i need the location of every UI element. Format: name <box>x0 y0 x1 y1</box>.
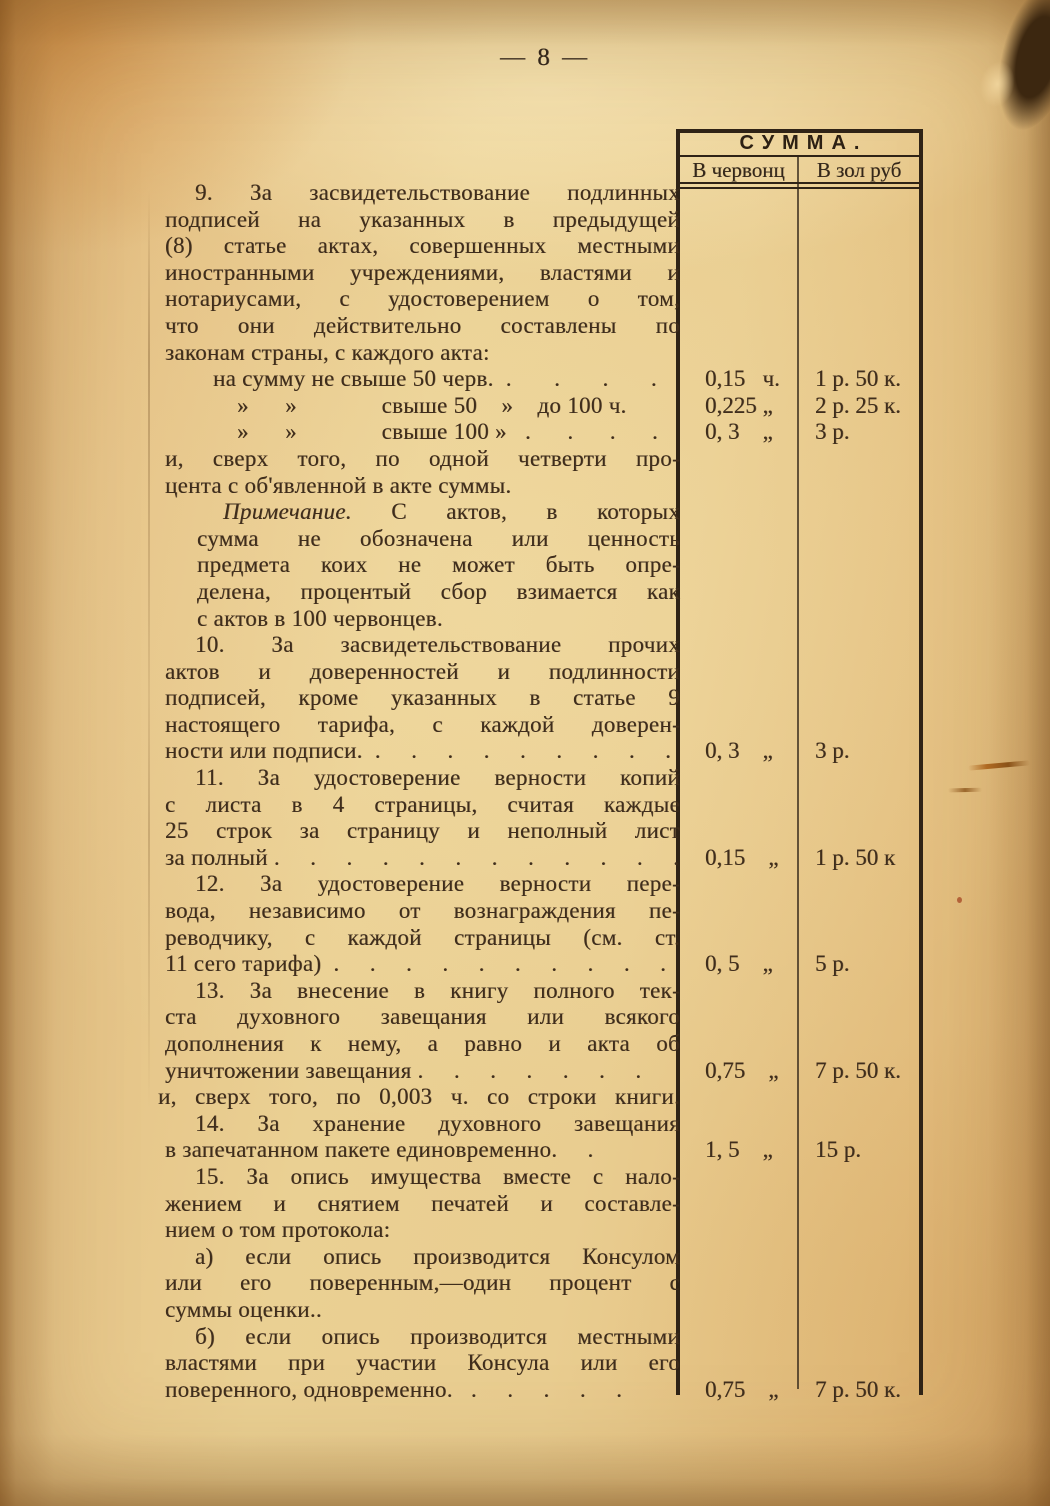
line-text: и, сверх того, по одной четверти про- <box>165 445 680 471</box>
line-text: в запечатанном пакете единовременно. . <box>165 1137 594 1163</box>
amount-gold-rubles: 2 р. 25 к. <box>815 392 901 418</box>
text-line <box>165 180 925 207</box>
text-line <box>165 1350 925 1377</box>
amount-chervontsy: 0,75 „ <box>705 1376 779 1402</box>
text-line <box>165 1004 925 1031</box>
line-text: » » свыше 50 » до 100 ч. <box>237 392 627 418</box>
text-line <box>165 712 925 739</box>
text-line <box>165 606 925 633</box>
text-line <box>165 898 925 925</box>
text-line <box>165 1244 925 1271</box>
text-line <box>165 1031 925 1058</box>
line-text: актов и доверенностей и подлинности <box>165 658 680 684</box>
line-text: 10. За засвидетельствование прочих <box>195 632 680 658</box>
text-line <box>165 978 925 1005</box>
text-line <box>165 1164 925 1191</box>
line-text: или его поверенным,—один процент с <box>165 1270 680 1296</box>
text-line <box>165 526 925 553</box>
text-line <box>165 366 925 393</box>
amount-gold-rubles: 1 р. 50 к <box>815 844 896 870</box>
paper-stain <box>957 897 962 903</box>
text-line <box>165 260 925 287</box>
line-text: Примечание. С актов, в которых <box>223 499 680 525</box>
line-text: ста духовного завещания или всякого <box>165 1004 680 1030</box>
note-label: Примечание. <box>223 499 352 525</box>
line-text: вода, независимо от вознаграждения пе- <box>165 898 680 924</box>
table-header-rule <box>680 155 919 157</box>
line-text: нием о том протокола: <box>165 1217 391 1243</box>
text-line <box>165 313 925 340</box>
text-line <box>165 871 925 898</box>
amount-chervontsy: 0,225 „ <box>705 392 773 418</box>
text-line <box>165 1191 925 1218</box>
text-line <box>165 1058 925 1085</box>
line-text: делена, процентый сбор взимается как <box>197 578 680 604</box>
line-text: подписей, кроме указанных в статье 9 <box>165 685 680 711</box>
line-text: с актов в 100 червонцев. <box>197 605 443 631</box>
line-text: предмета коих не может быть опре- <box>197 552 680 578</box>
line-text: уничтожении завещания . . . . . . . <box>165 1057 642 1083</box>
text-line <box>165 951 925 978</box>
page-number: — 8 — <box>500 44 590 71</box>
line-text: реводчику, с каждой страницы (см. ст. <box>165 924 680 950</box>
amount-gold-rubles: 7 р. 50 к. <box>815 1057 901 1083</box>
text-line <box>165 1137 925 1164</box>
line-text: дополнения к нему, а равно и акта об <box>165 1031 680 1056</box>
amount-chervontsy: 0, 5 „ <box>705 951 773 977</box>
text-line <box>165 818 925 845</box>
line-text: жением и снятием печатей и составле- <box>165 1190 680 1216</box>
paper-crease <box>148 190 150 1110</box>
amount-gold-rubles: 7 р. 50 к. <box>815 1376 901 1402</box>
line-text: с листа в 4 страницы, считая каждые <box>165 791 680 817</box>
document-text <box>158 180 925 1403</box>
text-line <box>165 1270 925 1297</box>
text-line <box>165 738 925 765</box>
line-text: цента с об'явленной в акте суммы. <box>165 472 512 498</box>
line-text: властями при участии Консула или его <box>165 1350 680 1376</box>
line-text: за полный . . . . . . . . . . . . <box>165 844 680 870</box>
text-line <box>165 393 925 420</box>
table-col-header-gold-rubles: В зол руб <box>816 158 902 182</box>
table-title: СУММА. <box>739 132 868 154</box>
text-line <box>165 765 925 792</box>
text-line <box>165 1111 925 1138</box>
text-line <box>165 659 925 686</box>
amount-gold-rubles: 3 р. <box>815 738 850 764</box>
line-text: поверенного, одновременно. . . . . . <box>165 1376 623 1402</box>
amount-chervontsy: 1, 5 „ <box>705 1137 773 1163</box>
line-text: ности или подписи. . . . . . . . . . <box>165 738 672 764</box>
text-line <box>165 233 925 260</box>
amount-gold-rubles: 15 р. <box>815 1137 861 1163</box>
line-text: б) если опись производится местными <box>195 1323 680 1349</box>
line-text: что они действительно составлены по <box>165 312 680 338</box>
line-text: » » свыше 100 » . . . . <box>237 419 659 445</box>
line-text: сумма не обозначена или ценность <box>197 525 680 551</box>
text-line <box>165 552 925 579</box>
line-text: суммы оценки.. <box>165 1296 322 1322</box>
text-line <box>165 340 925 367</box>
table-col-header-chervontsy: В червонц <box>692 158 785 182</box>
text-line <box>165 419 925 446</box>
line-text: и, сверх того, по 0,003 ч. со строки книги. <box>158 1084 680 1110</box>
line-text: подписей на указанных в предыдущей <box>165 206 680 232</box>
text-line <box>165 1377 925 1404</box>
text-line <box>165 792 925 819</box>
text-line <box>165 632 925 659</box>
line-text: 15. За опись имущества вместе с нало- <box>195 1163 680 1189</box>
text-line <box>165 685 925 712</box>
text-line <box>165 499 925 526</box>
line-text: настоящего тарифа, с каждой доверен- <box>165 711 680 737</box>
amount-gold-rubles: 1 р. 50 к. <box>815 366 901 392</box>
amount-chervontsy: 0,15 „ <box>705 844 779 870</box>
line-text: 9. За засвидетельствование подлинных <box>195 180 680 205</box>
amount-gold-rubles: 5 р. <box>815 951 850 977</box>
text-line <box>165 1217 925 1244</box>
text-line <box>165 446 925 473</box>
line-text: а) если опись производится Консулом <box>195 1243 680 1269</box>
line-text: 12. За удостоверение верности пере- <box>195 871 680 897</box>
line-text: на сумму не свыше 50 черв. . . . . <box>213 366 657 392</box>
text-line <box>165 207 925 234</box>
amount-chervontsy: 0, 3 „ <box>705 419 773 445</box>
text-line <box>165 286 925 313</box>
amount-chervontsy: 0, 3 „ <box>705 738 773 764</box>
line-text: иностранными учреждениями, властями и <box>165 259 680 285</box>
line-text: 11 сего тарифа) . . . . . . . . . . <box>165 951 667 977</box>
text-line <box>165 473 925 500</box>
text-line <box>165 845 925 872</box>
line-text: 11. За удостоверение верности копий <box>195 765 680 791</box>
line-text: (8) статье актах, совершенных местными <box>165 233 680 259</box>
text-line <box>165 925 925 952</box>
text-line <box>165 579 925 606</box>
text-line <box>158 1084 925 1111</box>
text-line <box>165 1324 925 1351</box>
line-text: 13. За внесение в книгу полного тек- <box>195 977 680 1003</box>
paper-scratch <box>968 760 1030 770</box>
text-line <box>165 1297 925 1324</box>
line-text: законам страны, с каждого акта: <box>165 339 490 365</box>
amount-gold-rubles: 3 р. <box>815 419 850 445</box>
page-corner-artifact <box>985 0 1050 138</box>
amount-chervontsy: 0,75 „ <box>705 1057 779 1083</box>
line-text: нотариусами, с удостоверением о том, <box>165 286 680 312</box>
amount-chervontsy: 0,15 ч. <box>705 366 780 392</box>
line-text: 25 строк за страницу и неполный лист <box>165 818 680 844</box>
line-text: 14. За хранение духовного завещания <box>195 1110 680 1136</box>
